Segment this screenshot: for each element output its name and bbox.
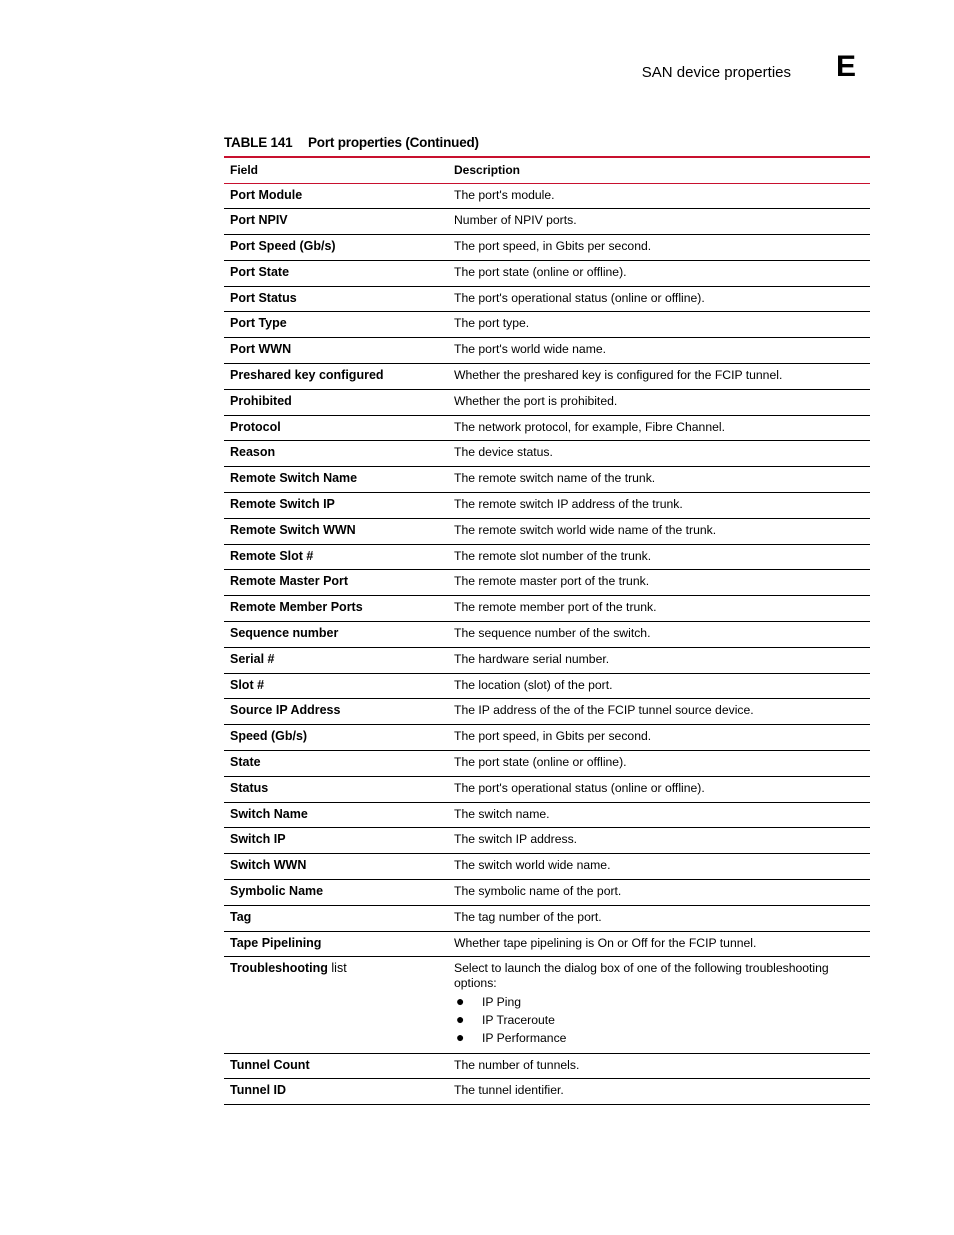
table-row [224, 518, 870, 544]
description-cell: Whether tape pipelining is On or Off for the FCIP tunnel. [448, 931, 870, 957]
troubleshooting-description: Select to launch the dialog box of one of the following troubleshooting options: [454, 961, 829, 991]
list-item [454, 993, 864, 1011]
description-cell: The symbolic name of the port. [448, 880, 870, 906]
table-row [224, 493, 870, 519]
description-cell: The hardware serial number. [448, 647, 870, 673]
field-cell: Port Module [224, 183, 448, 209]
list-item [454, 1011, 864, 1029]
description-cell: The port's module. [448, 183, 870, 209]
list-item [454, 1029, 864, 1047]
field-cell: Preshared key configured [224, 364, 448, 390]
field-cell: Reason [224, 441, 448, 467]
description-cell: The port type. [448, 312, 870, 338]
field-cell: Tag [224, 905, 448, 931]
description-cell: The switch name. [448, 802, 870, 828]
table-row [224, 183, 870, 209]
field-cell: Sequence number [224, 622, 448, 648]
table-header-row [224, 157, 870, 183]
description-cell: The port's operational status (online or offline). [448, 776, 870, 802]
option-label: IP Ping [482, 994, 522, 1009]
description-cell: The remote switch IP address of the trunk. [448, 493, 870, 519]
table-row [224, 776, 870, 802]
table-row [224, 389, 870, 415]
table-row [224, 312, 870, 338]
field-cell: Remote Master Port [224, 570, 448, 596]
table-row [224, 931, 870, 957]
field-cell: Tape Pipelining [224, 931, 448, 957]
table-row [224, 415, 870, 441]
field-cell: Slot # [224, 673, 448, 699]
table-row [224, 209, 870, 235]
description-cell: Number of NPIV ports. [448, 209, 870, 235]
field-cell: Port Type [224, 312, 448, 338]
column-header-description: Description [448, 157, 870, 183]
description-cell: The port's world wide name. [448, 338, 870, 364]
table-row [224, 1053, 870, 1079]
description-cell: The port speed, in Gbits per second. [448, 725, 870, 751]
table-row [224, 544, 870, 570]
description-cell: The tunnel identifier. [448, 1079, 870, 1105]
table-row [224, 364, 870, 390]
field-cell: Source IP Address [224, 699, 448, 725]
description-cell: The port's operational status (online or offline). [448, 286, 870, 312]
description-cell: The switch IP address. [448, 828, 870, 854]
description-cell: The remote switch world wide name of the trunk. [448, 518, 870, 544]
description-cell: The remote master port of the trunk. [448, 570, 870, 596]
option-label: IP Traceroute [482, 1012, 555, 1027]
field-cell: Port Status [224, 286, 448, 312]
table-row [224, 828, 870, 854]
field-cell-suffix: list [327, 961, 347, 976]
field-cell: Symbolic Name [224, 880, 448, 906]
troubleshooting-options-list [454, 993, 864, 1047]
table-row [224, 235, 870, 261]
table-row [224, 802, 870, 828]
field-cell: Remote Switch Name [224, 467, 448, 493]
description-cell: The sequence number of the switch. [448, 622, 870, 648]
description-cell: Whether the port is prohibited. [448, 389, 870, 415]
field-cell: Prohibited [224, 389, 448, 415]
field-cell: Switch Name [224, 802, 448, 828]
field-cell: Port State [224, 260, 448, 286]
field-cell: Remote Member Ports [224, 596, 448, 622]
field-cell: Status [224, 776, 448, 802]
description-cell: The remote switch name of the trunk. [448, 467, 870, 493]
table-row [224, 725, 870, 751]
table-row [224, 441, 870, 467]
bullet-icon: ● [456, 992, 465, 1009]
description-cell: Whether the preshared key is configured for the FCIP tunnel. [448, 364, 870, 390]
field-cell: Protocol [224, 415, 448, 441]
field-cell: Speed (Gb/s) [224, 725, 448, 751]
field-cell: Port WWN [224, 338, 448, 364]
table-row [224, 751, 870, 777]
option-label: IP Performance [482, 1030, 567, 1045]
description-cell: The port state (online or offline). [448, 751, 870, 777]
bullet-icon: ● [456, 1028, 465, 1045]
page-header-title: SAN device properties [641, 64, 791, 81]
table-caption [224, 135, 479, 150]
field-cell: Switch IP [224, 828, 448, 854]
field-cell: Remote Switch IP [224, 493, 448, 519]
table-row [224, 905, 870, 931]
field-cell: Switch WWN [224, 854, 448, 880]
description-cell: The remote slot number of the trunk. [448, 544, 870, 570]
description-cell: The tag number of the port. [448, 905, 870, 931]
table-row [224, 854, 870, 880]
table-row [224, 1079, 870, 1105]
description-cell: The switch world wide name. [448, 854, 870, 880]
field-cell: Tunnel ID [224, 1079, 448, 1105]
description-cell: The IP address of the of the FCIP tunnel source device. [448, 699, 870, 725]
bullet-icon: ● [456, 1010, 465, 1027]
table-row [224, 880, 870, 906]
field-cell: Serial # [224, 647, 448, 673]
table-title: Port properties (Continued) [308, 135, 479, 150]
description-cell: The device status. [448, 441, 870, 467]
table-number: TABLE 141 [224, 135, 293, 150]
table-row [224, 596, 870, 622]
description-cell: The remote member port of the trunk. [448, 596, 870, 622]
table-row [224, 467, 870, 493]
field-cell: Port Speed (Gb/s) [224, 235, 448, 261]
table-row [224, 338, 870, 364]
table-row [224, 260, 870, 286]
table-body [224, 183, 870, 1105]
field-cell: Port NPIV [224, 209, 448, 235]
field-cell: Remote Slot # [224, 544, 448, 570]
description-cell: The number of tunnels. [448, 1053, 870, 1079]
appendix-letter: E [836, 50, 857, 83]
description-cell: The location (slot) of the port. [448, 673, 870, 699]
field-cell-bold: Troubleshooting [230, 961, 328, 976]
table-row [224, 622, 870, 648]
field-cell [224, 957, 448, 1053]
port-properties-table [224, 156, 870, 1105]
table-row [224, 286, 870, 312]
field-cell: Tunnel Count [224, 1053, 448, 1079]
table-row [224, 570, 870, 596]
table-row [224, 699, 870, 725]
description-cell [448, 957, 870, 1053]
description-cell: The network protocol, for example, Fibre Channel. [448, 415, 870, 441]
description-cell: The port state (online or offline). [448, 260, 870, 286]
field-cell: Remote Switch WWN [224, 518, 448, 544]
table-row-troubleshooting [224, 957, 870, 1053]
column-header-field: Field [224, 157, 448, 183]
description-cell: The port speed, in Gbits per second. [448, 235, 870, 261]
table-row [224, 673, 870, 699]
table-row [224, 647, 870, 673]
field-cell: State [224, 751, 448, 777]
